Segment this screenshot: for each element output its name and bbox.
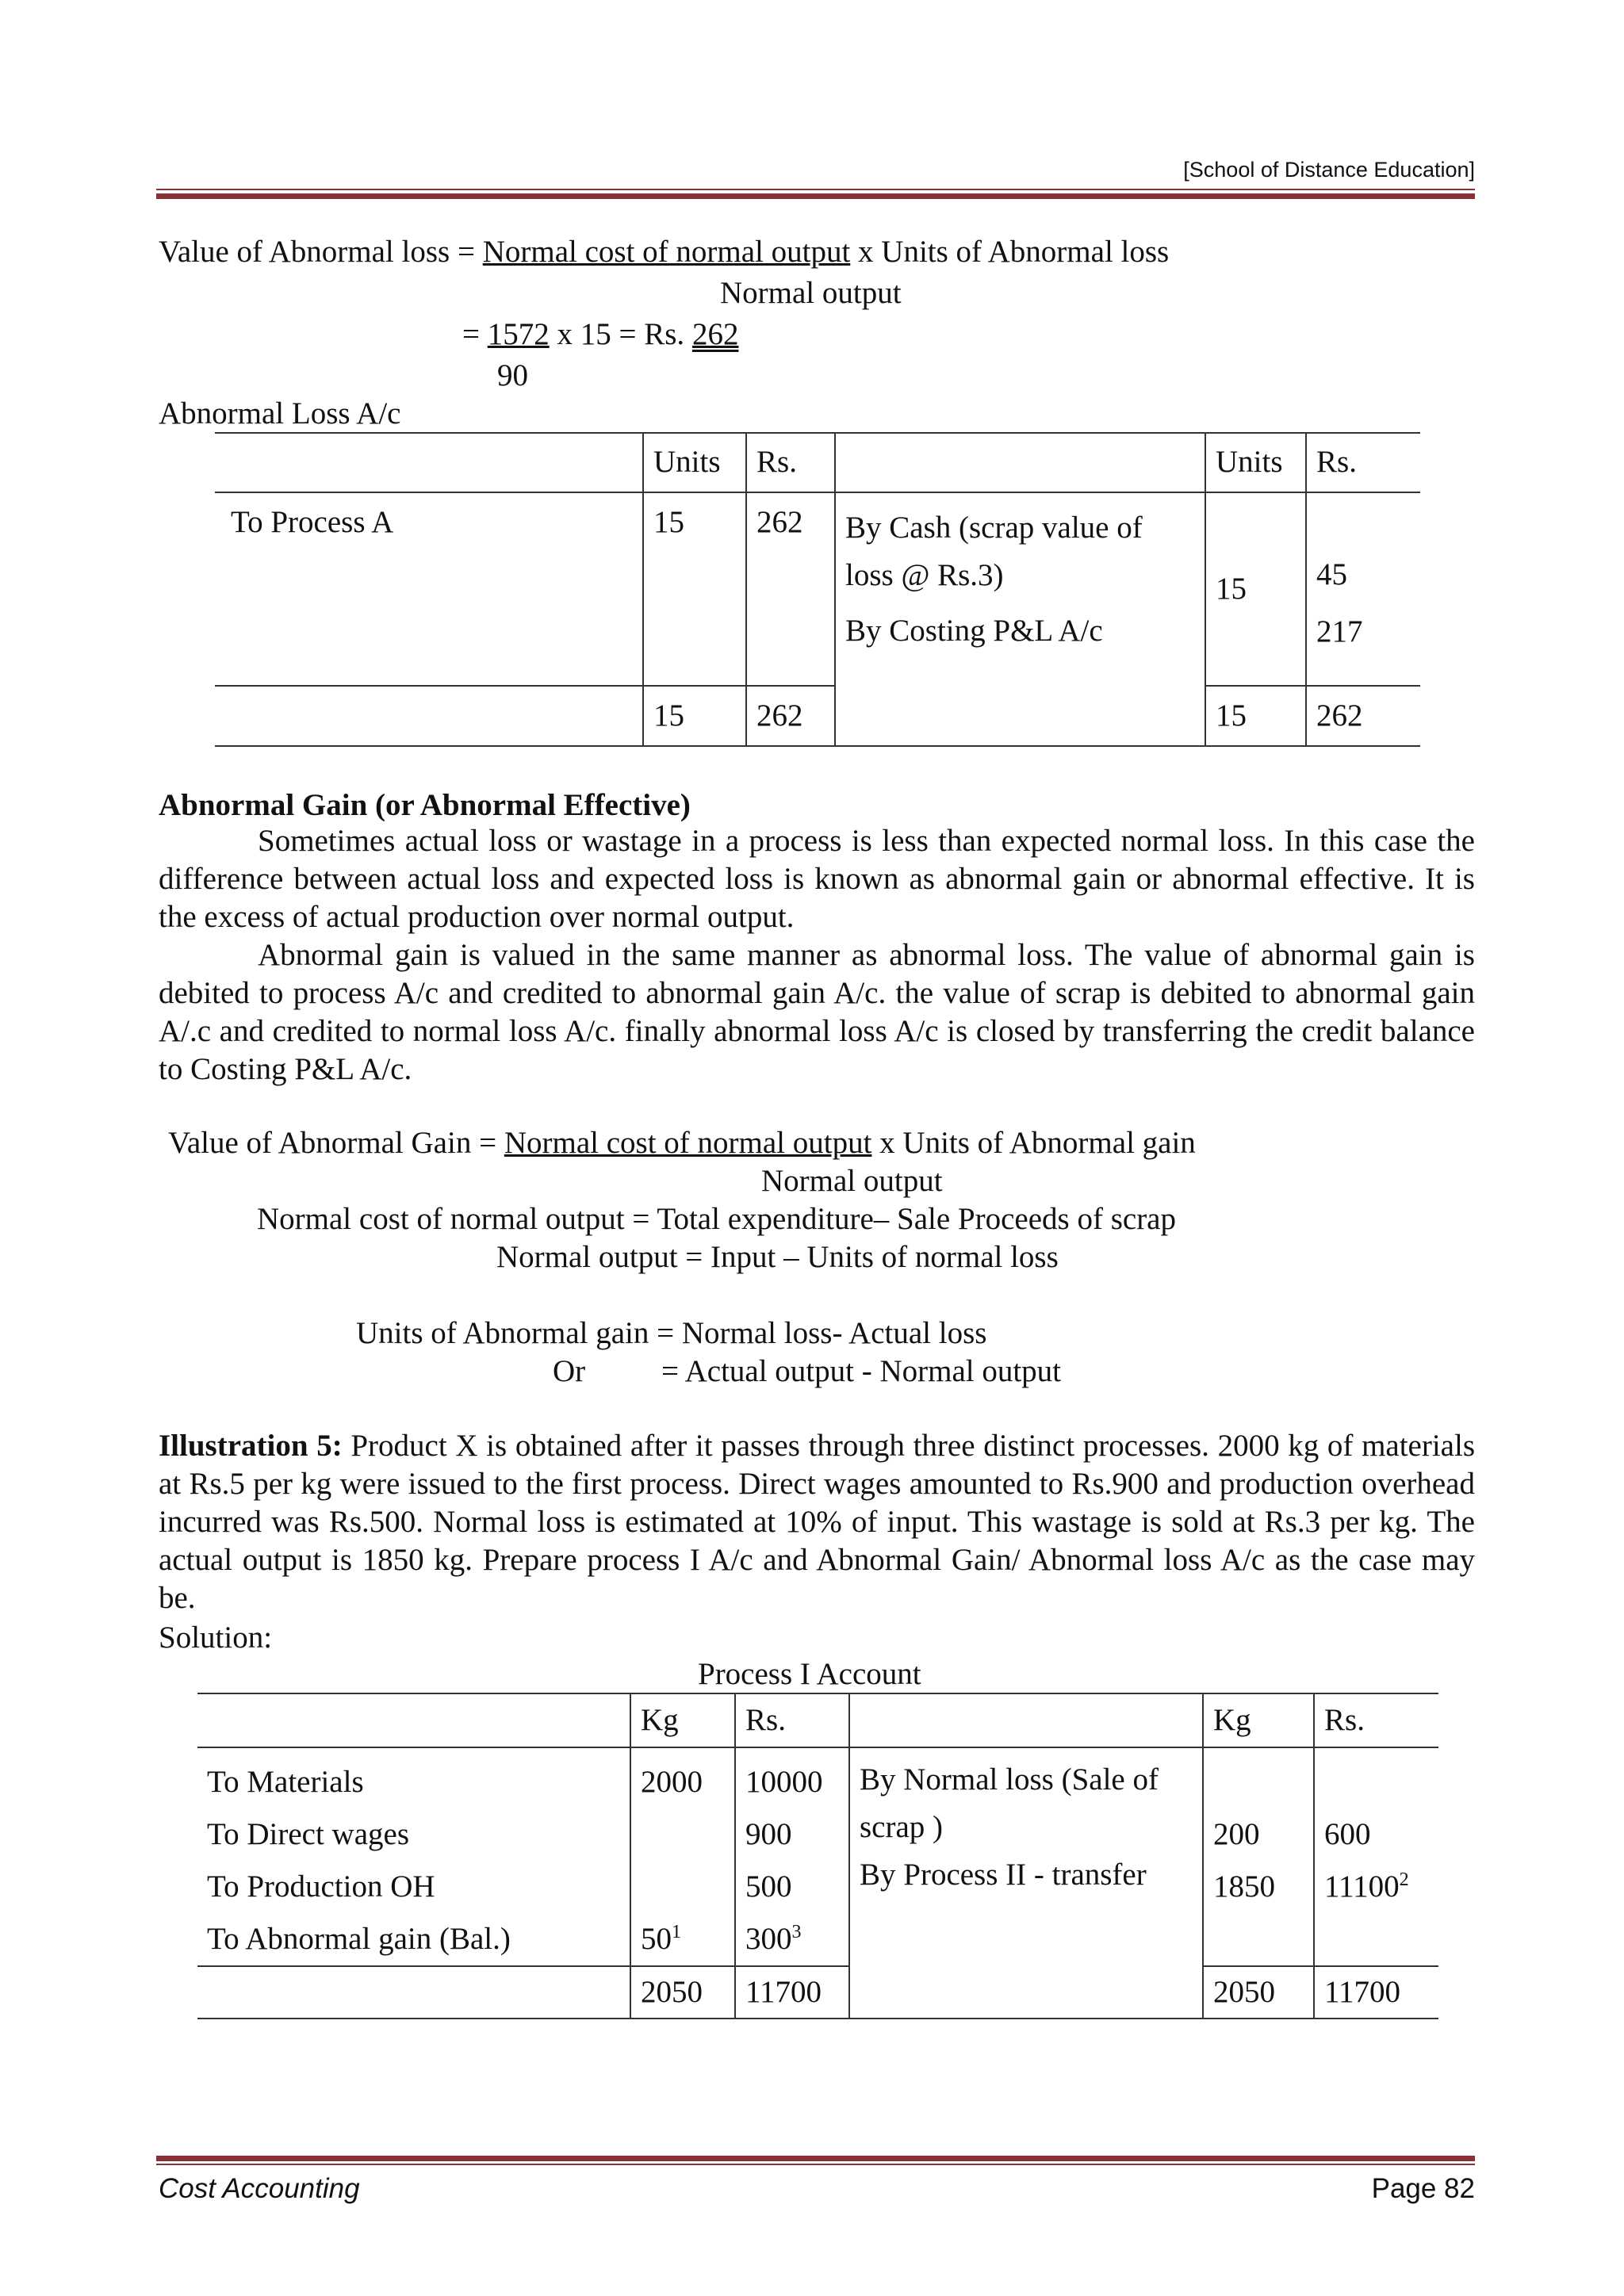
credit-label-line1: By Cash (scrap value of	[845, 511, 1143, 545]
header-blank	[215, 433, 643, 492]
footnote-ref: 3	[791, 1922, 802, 1942]
normal-cost-formula: Normal cost of normal output = Total expenditure– Sale Proceeds of scrap	[257, 1202, 1176, 1236]
header-rule-thick	[156, 193, 1475, 199]
illustration-label: Illustration 5:	[159, 1429, 343, 1463]
table-total-row	[197, 1966, 1438, 2019]
total-credit-kg: 2050	[1203, 1966, 1314, 2019]
alt-abnormal-gain-formula: = Actual output - Normal output	[661, 1354, 1062, 1388]
gain-formula-rhs: x Units of Abnormal gain	[879, 1126, 1196, 1160]
credit-units: 15	[1205, 492, 1306, 686]
credit-rs	[1306, 492, 1420, 686]
formula-numerator: Normal cost of normal output	[482, 235, 851, 269]
abnormal-gain-para2: Abnormal gain is valued in the same manner as abnormal loss. The value of abnormal gain is debited to process A/c and credited to abnormal gain A/c. the value of scrap is debited to abnormal gain A/.c and credited to normal loss A/c. finally abnormal loss A/c is closed by transferring the credit balance to Costing P&L A/c.	[159, 938, 1475, 1086]
credit-labels	[835, 492, 1205, 746]
total-credit-rs: 11700	[1314, 1966, 1438, 2019]
header-units: Units	[1205, 433, 1306, 492]
debit-labels	[197, 1747, 630, 1966]
gain-formula-lhs: Value of Abnormal Gain =	[168, 1126, 497, 1160]
total-debit-units: 15	[643, 686, 746, 746]
solution-label: Solution:	[159, 1621, 273, 1655]
normal-output-formula: Normal output = Input – Units of normal loss	[496, 1240, 1059, 1274]
table-header-row	[197, 1693, 1438, 1747]
formula-denominator: Normal output	[720, 276, 902, 310]
abnormal-gain-formula	[168, 1125, 1196, 1162]
footer-rule-thin	[156, 2164, 1475, 2165]
debit-kg-materials: 2000	[641, 1765, 703, 1799]
header-institution: [School of Distance Education]	[1183, 158, 1475, 182]
abnormal-loss-formula	[159, 234, 1169, 271]
header-rs: Rs.	[746, 433, 835, 492]
credit-kg-normal-loss: 200	[1213, 1817, 1260, 1851]
debit-label-materials: To Materials	[207, 1765, 364, 1799]
credit-label-process-ii: By Process II - transfer	[860, 1858, 1147, 1892]
credit-rs	[1314, 1747, 1438, 1966]
header-blank	[197, 1693, 630, 1747]
debit-label-wages: To Direct wages	[207, 1817, 410, 1851]
process-account-table	[197, 1693, 1438, 2019]
header-units: Units	[643, 433, 746, 492]
table-total-row	[215, 686, 1420, 746]
header-kg: Kg	[1203, 1693, 1314, 1747]
or-label: Or	[553, 1354, 586, 1388]
credit-rs-process-ii: 11100$^2$	[1324, 1869, 1409, 1904]
total-blank	[215, 686, 643, 746]
total-debit-rs: 262	[746, 686, 835, 746]
credit-rs-normal-loss: 600	[1324, 1817, 1371, 1851]
header-rs: Rs.	[1314, 1693, 1438, 1747]
calc-denominator: 90	[497, 358, 528, 392]
debit-label-overhead: To Production OH	[207, 1869, 435, 1904]
credit-rs-costing: 217	[1316, 614, 1363, 649]
illustration-body: Product X is obtained after it passes through three distinct processes. 2000 kg of materials at Rs.5 per kg were issued to the first process. Direct wages amounted to Rs.900 and production overhead incurred was Rs.500. Normal loss is estimated at 10% of input. This wastage is sold at Rs.3 per kg. The actual output is 1850 kg. Prepare process I A/c and Abnormal Gain/ Abnormal loss A/c as the case may be.	[159, 1429, 1475, 1615]
credit-label-normal-loss-1: By Normal loss (Sale of	[860, 1762, 1159, 1797]
credit-kg	[1203, 1747, 1314, 1966]
debit-rs-abnormal-gain: $300^3$	[745, 1922, 802, 1956]
gain-formula-numerator: Normal cost of normal output	[504, 1126, 872, 1160]
total-debit-kg: 2050	[630, 1966, 735, 2019]
calc-result: 262	[691, 317, 739, 351]
formula-lhs: Value of Abnormal loss =	[159, 235, 475, 269]
footer-course-title: Cost Accounting	[159, 2173, 360, 2204]
abnormal-gain-heading: Abnormal Gain (or Abnormal Effective)	[159, 788, 691, 822]
debit-kg-abnormal-gain: $50^1$	[641, 1922, 681, 1956]
credit-kg-process-ii: 1850	[1213, 1869, 1275, 1904]
header-rule-thin	[156, 189, 1475, 190]
calc-prefix: =	[462, 317, 480, 351]
illustration-text	[159, 1427, 1475, 1617]
table-header-row	[215, 433, 1420, 492]
debit-label: To Process A	[231, 505, 394, 539]
header-kg: Kg	[630, 1693, 735, 1747]
formula-rhs: x Units of Abnormal loss	[858, 235, 1170, 269]
header-rs: Rs.	[1306, 433, 1420, 492]
total-debit-rs: 11700	[735, 1966, 849, 2019]
footer-rule-thick	[156, 2156, 1475, 2161]
debit-rs	[735, 1747, 849, 1966]
debit-kg-blank	[641, 1861, 725, 1913]
formula-calculation	[462, 316, 738, 354]
total-credit-units: 15	[1205, 686, 1306, 746]
debit-kg	[630, 1747, 735, 1966]
credit-labels	[849, 1747, 1203, 2019]
credit-label-normal-loss-2: scrap )	[860, 1810, 944, 1844]
footnote-ref: 1	[672, 1922, 681, 1942]
credit-label-costing: By Costing P&L A/c	[845, 614, 1103, 648]
total-credit-rs: 262	[1306, 686, 1420, 746]
table-row	[215, 492, 1420, 686]
header-blank	[835, 433, 1205, 492]
debit-rs: 262	[746, 492, 835, 686]
debit-rs-overhead: 500	[745, 1869, 792, 1904]
abnormal-gain-para1: Sometimes actual loss or wastage in a process is less than expected normal loss. In this case the difference between actual loss and expected loss is known as abnormal gain or abnormal effective. It is the excess of actual production over normal output.	[159, 824, 1475, 934]
debit-rs-materials: 10000	[745, 1765, 823, 1799]
calc-numerator: 1572	[487, 317, 550, 351]
header-rs: Rs.	[735, 1693, 849, 1747]
credit-rs-cash: 45	[1316, 557, 1347, 591]
gain-formula-denominator: Normal output	[761, 1164, 943, 1198]
table-row	[197, 1747, 1438, 1966]
abnormal-loss-account-table	[215, 432, 1420, 747]
calc-mid: x 15 = Rs.	[557, 317, 685, 351]
footer-page-number: Page 82	[1371, 2173, 1475, 2204]
units-abnormal-gain-formula: Units of Abnormal gain = Normal loss- Actual loss	[356, 1316, 987, 1350]
debit-rs-wages: 900	[745, 1817, 792, 1851]
debit-units: 15	[643, 492, 746, 686]
total-blank	[197, 1966, 630, 2019]
abnormal-loss-account-title: Abnormal Loss A/c	[159, 396, 401, 430]
process-account-title: Process I Account	[698, 1657, 921, 1691]
debit-label-abnormal-gain: To Abnormal gain (Bal.)	[207, 1922, 511, 1956]
footnote-ref: 2	[1399, 1869, 1409, 1890]
header-blank	[849, 1693, 1203, 1747]
debit-kg-blank	[641, 1808, 725, 1861]
credit-label-line2: loss @ Rs.3)	[845, 558, 1004, 592]
